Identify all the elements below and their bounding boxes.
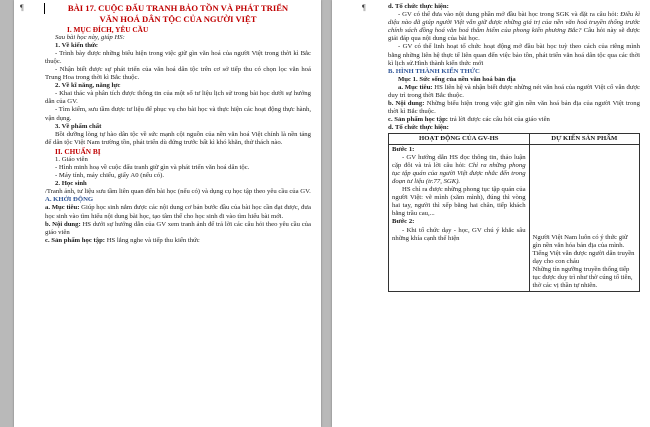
- teacher-item-1: - Hình minh hoạ về cuộc đấu tranh giữ gìn và phát triển văn hoá dân tộc.: [55, 164, 250, 171]
- part1-product: [388, 116, 640, 124]
- page-right-content: [388, 3, 640, 292]
- text-cursor: [44, 3, 45, 14]
- organization-item-1: [388, 11, 640, 43]
- organization-item-1-text: - GV có thể đưa vào nội dung phần mở đầu bài học trong SGK và đặt ra câu hỏi:: [398, 11, 621, 19]
- knowledge-item-2: - Nhận biết được sự phát triển của văn hoá dân tộc trên cơ sở tiếp thu có chọn lọc văn hoá Trung Hoa trong thời kì Bắc thuộc.: [45, 65, 311, 82]
- teacher-item-2: - Máy tính, máy chiếu, giấy A0 (nếu có).: [55, 172, 165, 180]
- warmup-content-label: b. Nội dung:: [45, 220, 81, 228]
- heading-qualities: 3. Về phẩm chất: [55, 122, 102, 130]
- expected-item-1: Người Việt Nam luôn có ý thức giữ gìn nền văn hóa bản địa của mình.: [532, 233, 628, 249]
- heading-organization-2: d. Tổ chức thực hiện:: [388, 124, 449, 132]
- paragraph-mark-icon: ¶: [362, 3, 366, 12]
- part1-objective-label: a. Mục tiêu:: [398, 83, 433, 91]
- part1-objective: [388, 84, 640, 100]
- heading-organization: d. Tổ chức thực hiện:: [388, 3, 449, 10]
- part1-content: [388, 100, 640, 116]
- part1-content-text: Những biểu hiện trong việc giữ gìn nền văn hoá bản địa của người Việt trong thời kì Bắc thuộc.: [388, 100, 640, 116]
- lesson-title-line-1[interactable]: BÀI 17. CUỘC ĐẤU TRANH BẢO TỒN VÀ PHÁT TRIỂN: [67, 3, 289, 13]
- part1-objective-text: HS liên hệ và nhận biết được những nét văn hoá của người Việt cổ vẫn được duy trì trong thời Bắc thuộc.: [388, 83, 640, 100]
- step-2-label: Bước 2:: [392, 218, 415, 226]
- lesson-title-line-2[interactable]: VĂN HOÁ DÂN TỘC CỦA NGƯỜI VIỆT: [99, 13, 257, 24]
- step-1-label: Bước 1:: [392, 145, 415, 153]
- skills-item-1: - Khai thác và phân tích được thông tin của một số tư liệu lịch sử trong bài học dưới sự hướng dẫn của GV.: [45, 90, 311, 106]
- table-header-expected: DỰ KIẾN SẢN PHẨM: [529, 133, 639, 144]
- table-row: [389, 144, 640, 292]
- section-heading-knowledge-building: B. HÌNH THÀNH KIẾN THỨC: [388, 67, 480, 75]
- page-left-content: [45, 3, 311, 245]
- step-2-text: - Khi tổ chức dạy - học, GV chú ý khắc sâu những khía cạnh thể hiện: [392, 226, 526, 242]
- section-heading-warmup: A. KHỞI ĐỘNG: [45, 196, 94, 204]
- activity-table: [388, 133, 640, 293]
- organization-item-1-end: Câu hỏi này sẽ được giải đáp qua nội dung của bài học.: [388, 27, 640, 43]
- organization-item-1-question: Điều kì diệu nào đã giúp người Việt vẫn giữ được những giá trị của nền văn hoá truyền thống trước chính sách đồng hoá văn hoá thâm hiểm của phong kiến phương Bắc?: [388, 11, 640, 35]
- table-header-row: [389, 133, 640, 144]
- heading-skills: 2. Về kĩ năng, năng lực: [55, 82, 121, 90]
- qualities-text: Bồi dưỡng lòng tự hào dân tộc về sức mạnh cội nguồn của nền văn hoá Việt chính là nền tảng để dân tộc Việt Nam trường tồn, phát triển dù đứng trước bất kì khó khăn, thử thách nào.: [45, 130, 311, 146]
- heading-part-1: Mục 1. Sức sống của nền văn hoá bản địa: [398, 75, 516, 83]
- students-item-1: /Tranh ảnh, tư liệu sưu tầm liên quan đến bài học (nếu có) và dụng cụ học tập theo yêu cầu của GV.: [45, 188, 311, 196]
- warmup-objective: [45, 204, 311, 220]
- step-1-question: Chỉ ra những phong tục tập quán của người Việt được nhắc đến trong đoạn tư liệu (tr.77, SGK).: [392, 161, 526, 185]
- paragraph-mark-icon: ¶: [20, 3, 24, 12]
- heading-teacher: 1. Giáo viên: [55, 155, 88, 163]
- section-heading-purpose: I. MỤC ĐÍCH, YÊU CẦU: [67, 24, 149, 34]
- warmup-product-label: c. Sản phẩm học tập:: [45, 236, 106, 244]
- part1-content-label: b. Nội dung:: [388, 100, 425, 108]
- table-cell-expected: [529, 144, 639, 292]
- expected-item-2: Tiếng Việt vẫn được người dân truyền dạy cho con cháu: [532, 249, 635, 265]
- step-1-text: [392, 154, 526, 186]
- table-header-activity: HOẠT ĐỘNG CỦA GV-HS: [389, 133, 530, 144]
- section-heading-preparation: II. CHUẨN BỊ: [55, 146, 101, 156]
- heading-knowledge: 1. Về kiến thức: [55, 41, 98, 49]
- step-1-instruction: - GV hướng dẫn HS đọc thông tin, thảo luận cặp đôi và trả lời câu hỏi:: [392, 153, 526, 169]
- document-page-left: [14, 0, 321, 427]
- knowledge-item-1: - Trình bày được những biểu hiện trong việc giữ gìn văn hoá của người Việt trong thời kì Bắc thuộc.: [45, 49, 311, 65]
- warmup-content: [45, 221, 311, 237]
- skills-item-2: - Tìm kiếm, sưu tầm được tư liệu để phục vụ cho bài học và thực hiện các hoạt động thực hành, vận dụng.: [45, 106, 311, 122]
- step-1-answer: HS chỉ ra được những phong tục tập quán của người Việt: vẽ mình (xăm mình), đúng thì vòng hai tay, người thì xếp bằng hai chân, tiếp khách bằng trầu cau,...: [392, 186, 526, 218]
- warmup-objective-label: a. Mục tiêu:: [45, 204, 80, 212]
- part1-product-label: c. Sản phẩm học tập:: [388, 116, 449, 124]
- expected-item-3: Những tín ngưỡng truyền thống tiếp tục được duy trì như thờ cúng tổ tiên, thờ các vị thần tự nhiên.: [532, 265, 633, 290]
- warmup-product-text: HS lắng nghe và tiếp thu kiến thức: [105, 236, 200, 244]
- table-cell-activity: [389, 144, 530, 292]
- intro-line: Sau bài học này, giúp HS:: [55, 33, 125, 41]
- warmup-objective-text: Giúp học sinh nắm được các nội dung cơ bản bước đầu của bài học cần đạt được, đưa học sinh vào tìm hiểu nội dung bài học, tạo tâm thế cho học sinh đi vào tìm hiểu bài mới.: [45, 204, 311, 220]
- document-page-right: [332, 0, 650, 427]
- part1-product-text: trả lời được các câu hỏi của giáo viên: [448, 116, 550, 124]
- heading-students: 2. Học sinh: [55, 180, 87, 188]
- lesson-title: [45, 3, 311, 25]
- organization-item-2: - GV có thể linh hoạt tổ chức hoạt động mở đầu bài học tuỳ theo cách của riêng mình bằng những liên hệ thực tế liên quan đến việc bảo tồn, phát triển văn hoá dân tộc qua các thời kì lịch sử.Hình thành kiến thức mới: [388, 43, 640, 67]
- warmup-product: [45, 237, 311, 245]
- warmup-content-text: HS dưới sự hướng dẫn của GV xem tranh ảnh để trả lời các câu hỏi theo yêu cầu của giáo viên: [45, 220, 311, 236]
